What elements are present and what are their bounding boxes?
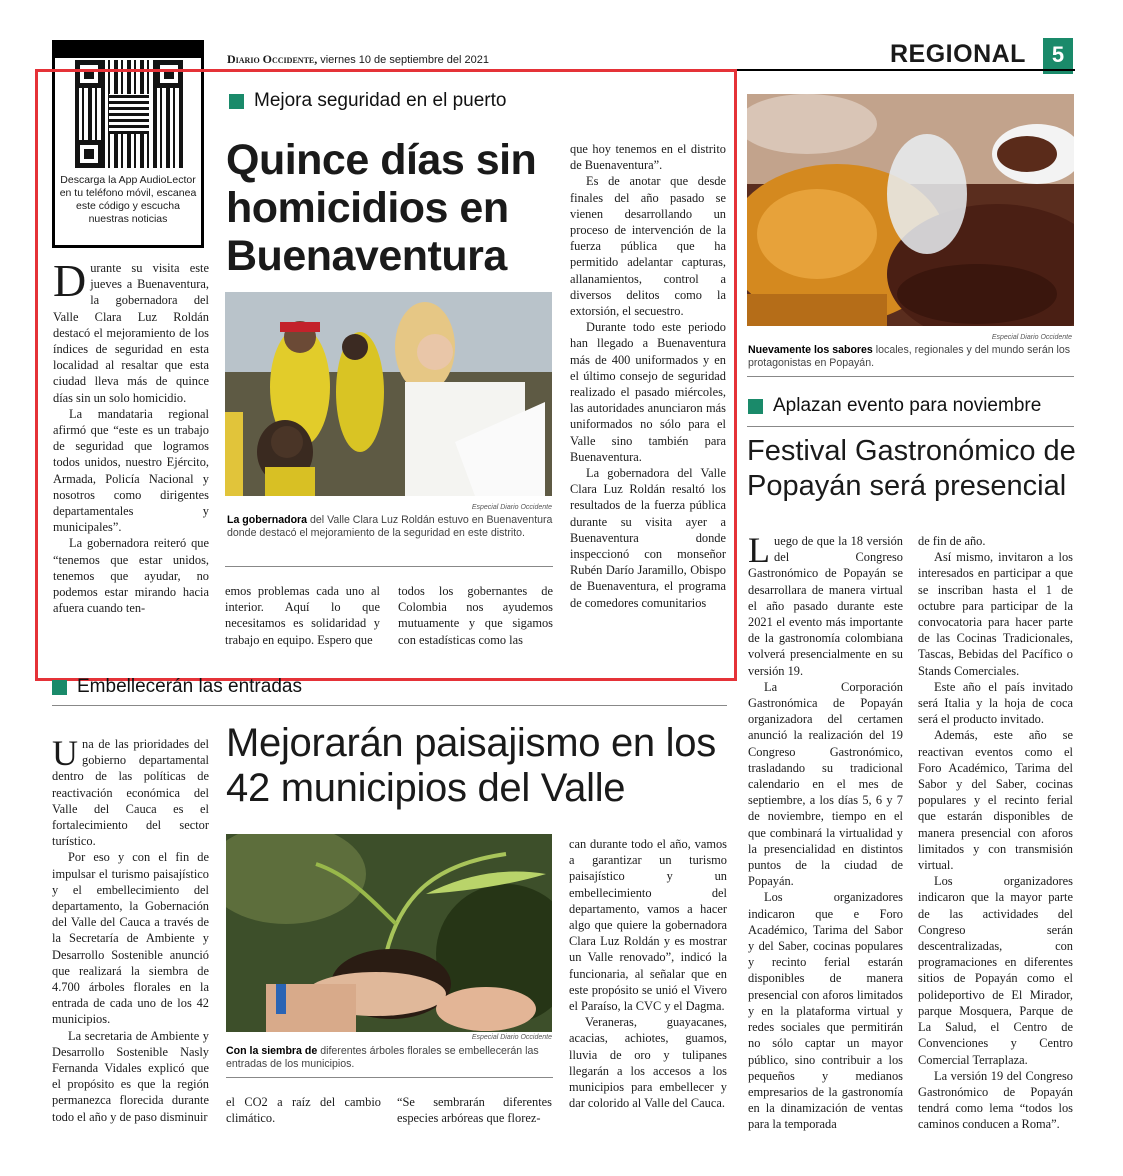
dropcap: U [52,733,78,773]
story3-col3: “Se sembrarán diferentes especies arbóreas que florez- [397,1095,552,1126]
kicker-rule [52,705,727,706]
story2-col1 [748,530,903,1133]
caption-bold: Nuevamente los sabores [748,344,873,356]
qr-box [52,40,204,248]
paragraph: La mandataria regional afirmó que “este es un trabajo de seguridad que logramos todos unidos, nuestro Ejército, Armada, Policía Nacional y nosotros como dirigentes departamentales y municipales”. [53,406,209,535]
paragraph: urante su visita este jueves a Buenaventura, la gobernadora del Valle Clara Luz Roldán destacó el mejoramiento de los índices de seguridad en esta localidad al resaltar que esta ciudad lleva más de quince días sin un solo homicidio. [53,261,209,405]
photo-credit: Especial Diario Occidente [471,1034,552,1041]
paragraph: La versión 19 del Congreso Gastronómico de Popayán tendrá como lema “todos los caminos conducen a Roma”. [918,1068,1073,1132]
paragraph: La gobernadora del Valle Clara Luz Roldán resaltó los resultados de la fuerza pública durante su visita ayer a Buenaventura donde inspeccionó con monseñor Rubén Darío Jaramillo, Obispo de Buenaventura, el programa de comedores comunitarios [570,466,726,610]
caption-text: del Valle Clara Luz Roldán estuvo en Buenaventura donde destacó el mejoramiento de la seguridad en este distrito. [227,514,553,539]
kicker-square [52,680,67,695]
paragraph: Veraneras, guayacanes, acacias, achiotes, guamos, lluvia de oro y tulipanes llegarán a los accesos a los municipios para embellecer y dar colorido al Valle del Cauca. [569,1015,727,1111]
section-title: REGIONAL [890,40,1026,68]
story1-headline: Quince días sin homicidios en Buenaventura [226,136,537,280]
story1-photo [225,292,552,496]
story2-caption [748,344,1074,370]
paragraph: Este año el país invitado será Italia y la hoja de coca será el producto invitado. [918,679,1073,727]
paragraph: Por eso y con el fin de impulsar el turismo paisajístico y el embellecimiento del departamento, la Gobernación del Valle del Cauca a través de la Secretaría de Ambiente y Desarrollo Sostenible anunció que realizará la siembra de 4.700 árboles florales en la entrada de cada uno de los 42 municipios. [52,850,209,1027]
paragraph: La secretaria de Ambiente y Desarrollo Sostenible Nasly Fernanda Vidales explicó que el propósito es que la región permanezca florecida durante todo el año y de paso disminuir [52,1028,209,1124]
story1-col3: todos los gobernantes de Colombia nos ayudemos mutuamente y que sigamos con estadísticas como las [398,584,553,647]
governor-photo-art [225,292,552,496]
paragraph: Los organizadores indicaron que la mayor parte de las actividades del Congreso serán descentralizadas, con programaciones en diferentes sitios de Popayán como el polideportivo de El Mirador, parque Mosquera, Parque de La Salud, el Centro de Convenciones y Centro Comercial Terraplaza. [918,874,1073,1067]
story3-photo [226,834,552,1032]
story1-caption [227,514,553,540]
kicker-square [748,399,763,414]
story3-kicker [52,676,302,698]
caption-bold: Con la siembra de [226,1045,318,1057]
kicker-text: Embellecerán las entradas [77,676,302,697]
photo-credit: Especial Diario Occidente [471,504,552,511]
qr-code-icon[interactable] [75,60,183,168]
paragraph: La Corporación Gastronómica de Popayán organizadora del certamen anunció la realización del 19 Congreso Gastronómico, trasladando su tradicional calendario en el mes de septiembre, a los días 5, 6 y 7 de noviembre, tiempo en el que combinará la virtualidad y la presencialidad en distintos puntos de la ciudad de Popayán. [748,679,903,889]
story2-col2 [918,533,1073,1133]
paragraph: Es de anotar que desde finales del año pasado se vienen desarrollando un proceso de intervención de la fuerza pública que ha permitido adelantar capturas, allanamientos, control a diversos delitos como la extorsión, el secuestro. [570,174,726,319]
food-photo-art [747,94,1074,326]
story2-headline: Festival Gastronómico de Popayán será presencial [747,435,1076,502]
paragraph: Durante todo este periodo han llegado a Buenaventura más de 400 uniformados y en el último consejo de seguridad realizado el pasado miércoles, las autoridades anunciaron más uniformados no sólo para el Valle sino también para Buenaventura. [570,320,726,464]
paragraph: uego de que la 18 versión del Congreso Gastronómico de Popayán se desarrollara de manera virtual el año pasado durante este 2021 el evento más importante de la gastronomía colombiana volverá presencialmente en su versión 19. [748,534,903,678]
header-rule [227,69,1075,71]
dropcap: D [53,255,87,306]
kicker-text: Aplazan evento para noviembre [773,395,1042,416]
story3-caption [226,1045,553,1071]
qr-text: Descarga la App AudioLector en tu teléfono móvil, escanea este código y escucha nuestras noticias [59,174,197,225]
paragraph: can durante todo el año, vamos a garantizar un turismo paisajístico y un embellecimiento del departamento, vamos a hacer algo que quiere la gobernadora Clara Luz Roldán y es mostrar un Valle renovado”, indicó la funcionaria, al señalar que en este propósito se unió el Vivero el Paraíso, la CVC y el Dagma. [569,837,727,1014]
story2-kicker [748,395,1041,417]
caption-text: diferentes árboles florales se embellecerán las entradas de los municipios. [226,1045,539,1070]
paragraph: Los organizadores indicaron que e Foro Académico, Tarima del Sabor y del Saber, cocinas populares y recinto ferial estarán disponibles de manera presencial con aforos limitados y en la plataforma virtual y redes sociales que permitirán no sólo captar un mayor público, sino contribuir a los pequeños y medianos empresarios de la gastronomía en la dinamización de ventas para la temporada [748,890,903,1132]
story1-col4 [570,141,726,611]
story2-photo [747,94,1074,326]
story3-col4 [569,836,727,1111]
story1-col1 [53,255,209,616]
story1-col2: emos problemas cada uno al interior. Aquí lo que necesitamos es solidaridad y trabajo en equipo. Espero que [225,584,380,647]
caption-text: locales, regionales y del mundo serán los protagonistas en Popayán. [748,344,1071,369]
paragraph: de fin de año. [918,534,986,548]
story3-col1 [52,733,209,1125]
masthead-paper [227,52,489,67]
paragraph: que hoy tenemos en el distrito de Buenaventura”. [570,142,726,173]
story3-col2: el CO2 a raíz del cambio climático. [226,1095,381,1126]
kicker-square [229,94,244,109]
story3-headline: Mejorarán paisajismo en los 42 municipios del Valle [226,721,716,810]
dropcap: L [748,530,770,570]
paper-name: Diario Occidente, [227,52,318,66]
paragraph: na de las prioridades del gobierno departamental dentro de las políticas de reactivación económica del Valle del Cauca es el fortalecimiento del sector turístico. [52,737,209,849]
caption-rule [226,1077,553,1078]
seedling-photo-art [226,834,552,1032]
issue-date: viernes 10 de septiembre del 2021 [320,54,490,66]
page-number: 5 [1043,38,1073,74]
photo-credit: Especial Diario Occidente [991,334,1072,341]
kicker-rule [747,426,1074,427]
caption-rule [747,376,1074,377]
caption-rule [225,566,553,567]
kicker-text: Mejora seguridad en el puerto [254,90,507,111]
paragraph: La gobernadora reiteró que “tenemos que estar unidos, tenemos que ayudar, no podemos estar mirando hacia afuera cuando ten- [53,536,209,616]
story1-kicker [229,90,506,112]
caption-bold: La gobernadora [227,514,308,526]
paragraph: Además, este año se reactivan eventos como el Foro Académico, Tarima del Sabor y del Saber, cocinas populares y el recinto ferial que estarán disponibles de manera presencial con aforos limitados y con transmisión virtual. [918,728,1073,873]
paragraph: Así mismo, invitaron a los interesados en participar a que se inscriban hasta el 1 de octubre para participar de la convocatoria para hacer parte de las Cocinas Tradicionales, Tascas, Bebidas del Pacífico o Stands Comerciales. [918,550,1073,678]
